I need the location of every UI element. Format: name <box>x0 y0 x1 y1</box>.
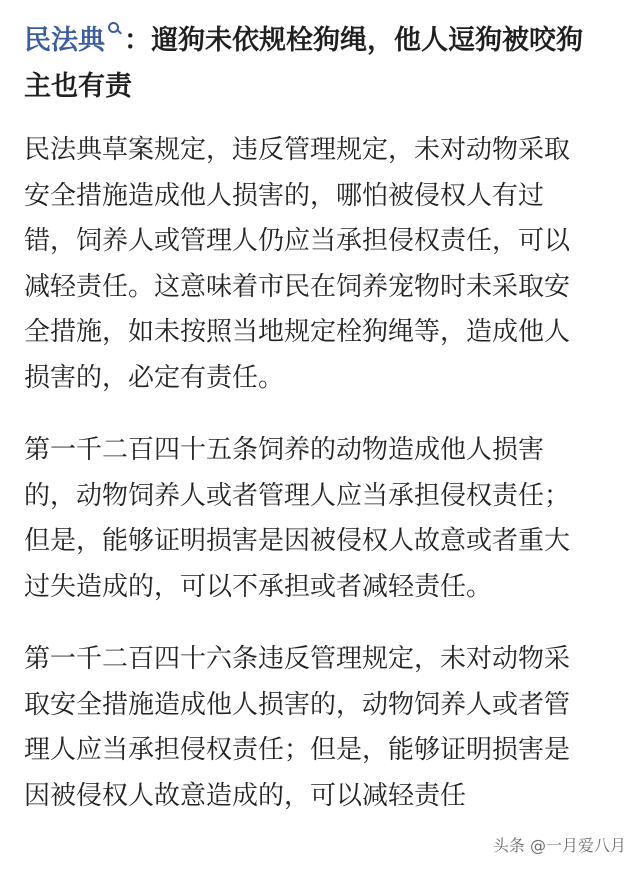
paragraph-draft-provision <box>24 128 622 401</box>
paragraph-line: 安全措施造成他人损害的，哪怕被侵权人有过 <box>24 180 545 211</box>
paragraph-line: 取安全措施造成他人损害的，动物饲养人或者管 <box>24 689 571 720</box>
minfadian-link-text: 民法典 <box>24 25 105 56</box>
paragraph-line: 理人应当承担侵权责任；但是，能够证明损害是 <box>24 735 571 765</box>
article-headline <box>24 18 622 110</box>
paragraph-line: 错，饲养人或管理人仍应当承担侵权责任，可以 <box>24 226 571 256</box>
minfadian-link[interactable] <box>24 25 124 56</box>
paragraph-line: 损害的，必定有责任。 <box>24 362 285 393</box>
search-icon[interactable] <box>108 22 120 38</box>
paragraph-line: 的，动物饲养人或者管理人应当承担侵权责任； <box>24 480 571 511</box>
toutiao-watermark: 头条 @一月爱八月 <box>492 836 626 855</box>
paragraph-line: 第一千二百四十六条违反管理规定，未对动物采 <box>24 644 571 674</box>
paragraph-line: 过失造成的，可以不承担或者减轻责任。 <box>24 571 493 602</box>
article <box>24 18 622 819</box>
paragraph-line: 全措施，如未按照当地规定栓狗绳等，造成他人 <box>24 317 571 347</box>
paragraph-article-1245 <box>24 428 622 610</box>
paragraph-line: 因被侵权人故意造成的，可以减轻责任 <box>24 780 467 811</box>
headline-text-line2: 主也有责 <box>24 71 132 102</box>
headline-text-line1: ：遛狗未依规栓狗绳，他人逗狗被咬狗 <box>124 25 583 56</box>
paragraph-line: 民法典草案规定，违反管理规定，未对动物采取 <box>24 135 571 165</box>
paragraph-line: 但是，能够证明损害是因被侵权人故意或者重大 <box>24 526 571 556</box>
paragraph-article-1246 <box>24 637 622 819</box>
paragraph-line: 减轻责任。这意味着市民在饲养宠物时未采取安 <box>24 271 571 302</box>
paragraph-line: 第一千二百四十五条饲养的动物造成他人损害 <box>24 435 545 465</box>
